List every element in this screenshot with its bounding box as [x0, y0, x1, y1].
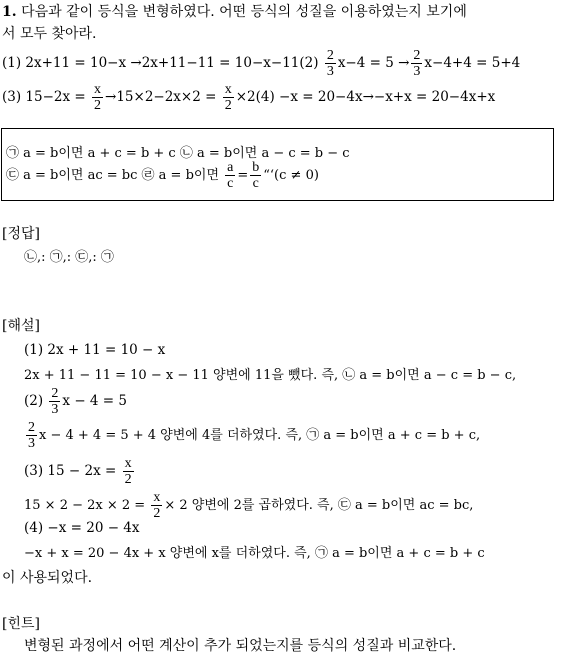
fraction: $\frac{2}{3}$ — [51, 386, 59, 417]
problem-stem-line2: 서 모두 찾아라. — [2, 26, 97, 42]
fraction: $\frac{x}{2}$ — [224, 82, 232, 113]
solution-line5: (3) 15 − 2x = $\frac{x}{2}$ — [24, 456, 132, 487]
problem-part1-part2: (1) 2x+11 = 10−x →2x+11−11 = 10−x−11(2) $\frac{2}{3}$ x−4 = 5 → $\frac{2}{3}$ x−4+4 = 5+4 — [2, 48, 521, 79]
fraction: $\frac{2}{3}$ — [326, 48, 334, 79]
solution-line3: (2) $\frac{2}{3}$ x − 4 = 5 — [24, 386, 128, 417]
fraction: $\frac{2}{3}$ — [28, 420, 35, 451]
problem-stem-line1: 1. 다음과 같이 등식을 변형하였다. 어떤 등식의 성질을 이용하였는지 보기에 — [2, 4, 467, 20]
hint-text: 변형된 과정에서 어떤 계산이 추가 되었는지를 등식의 성질과 비교한다. — [24, 638, 457, 654]
answer-header: [정답] — [2, 226, 40, 242]
solution-header: [해설] — [2, 318, 40, 334]
solution-line2: 2x + 11 − 11 = 10 − x − 11 양변에 11을 뺐다. 즉, ㉡ a = b이면 a − c = b − c, — [24, 368, 517, 383]
solution-line7: (4) −x = 20 − 4x — [24, 520, 140, 536]
fraction: $\frac{x}{2}$ — [153, 490, 161, 521]
fraction: $\frac{x}{2}$ — [94, 82, 102, 113]
hint-header: [힌트] — [2, 616, 40, 632]
solution-line9: 이 사용되었다. — [2, 570, 93, 586]
solution-line6: 15 × 2 − 2x × 2 = $\frac{x}{2}$ × 2 양변에 2를 곱하였다. 즉, ㉢ a = b이면 ac = bc, — [24, 490, 474, 521]
solution-line4: $\frac{2}{3}$ x − 4 + 4 = 5 + 4 양변에 4를 더하였다. 즉, ㉠ a = b이면 a + c = b + c, — [28, 420, 481, 451]
problem-part1: (1) 2x+11 = 10−x →2x+11−11 = 10−x−11 — [2, 55, 300, 71]
choices-line2: ㉢ a = b이면 ac = bc ㉣ a = b이면 $\frac{a}{c}$ = $\frac{b}{c}$ “‘(c ≠ 0) — [6, 160, 319, 191]
problem-number: 1. — [2, 4, 17, 20]
choices-line1: ㉠ a = b이면 a + c = b + c ㉡ a = b이면 a − c = b − c — [6, 146, 350, 161]
problem-part3-part4: (3) 15−2x = $\frac{x}{2}$ →15×2−2x×2 = $\frac{x}{2}$ ×2(4) −x = 20−4x→−x+x = 20−4x+x — [2, 82, 496, 113]
answer-text: ㉡,: ㉠,: ㉢,: ㉠ — [24, 250, 114, 265]
fraction: $\frac{b}{c}$ — [252, 160, 260, 191]
fraction: $\frac{2}{3}$ — [413, 48, 421, 79]
fraction: $\frac{x}{2}$ — [124, 456, 132, 487]
solution-line8: −x + x = 20 − 4x + x 양변에 x를 더하였다. 즉, ㉠ a = b이면 a + c = b + c — [24, 546, 485, 561]
solution-line1: (1) 2x + 11 = 10 − x — [24, 342, 166, 358]
fraction: $\frac{a}{c}$ — [227, 160, 234, 191]
